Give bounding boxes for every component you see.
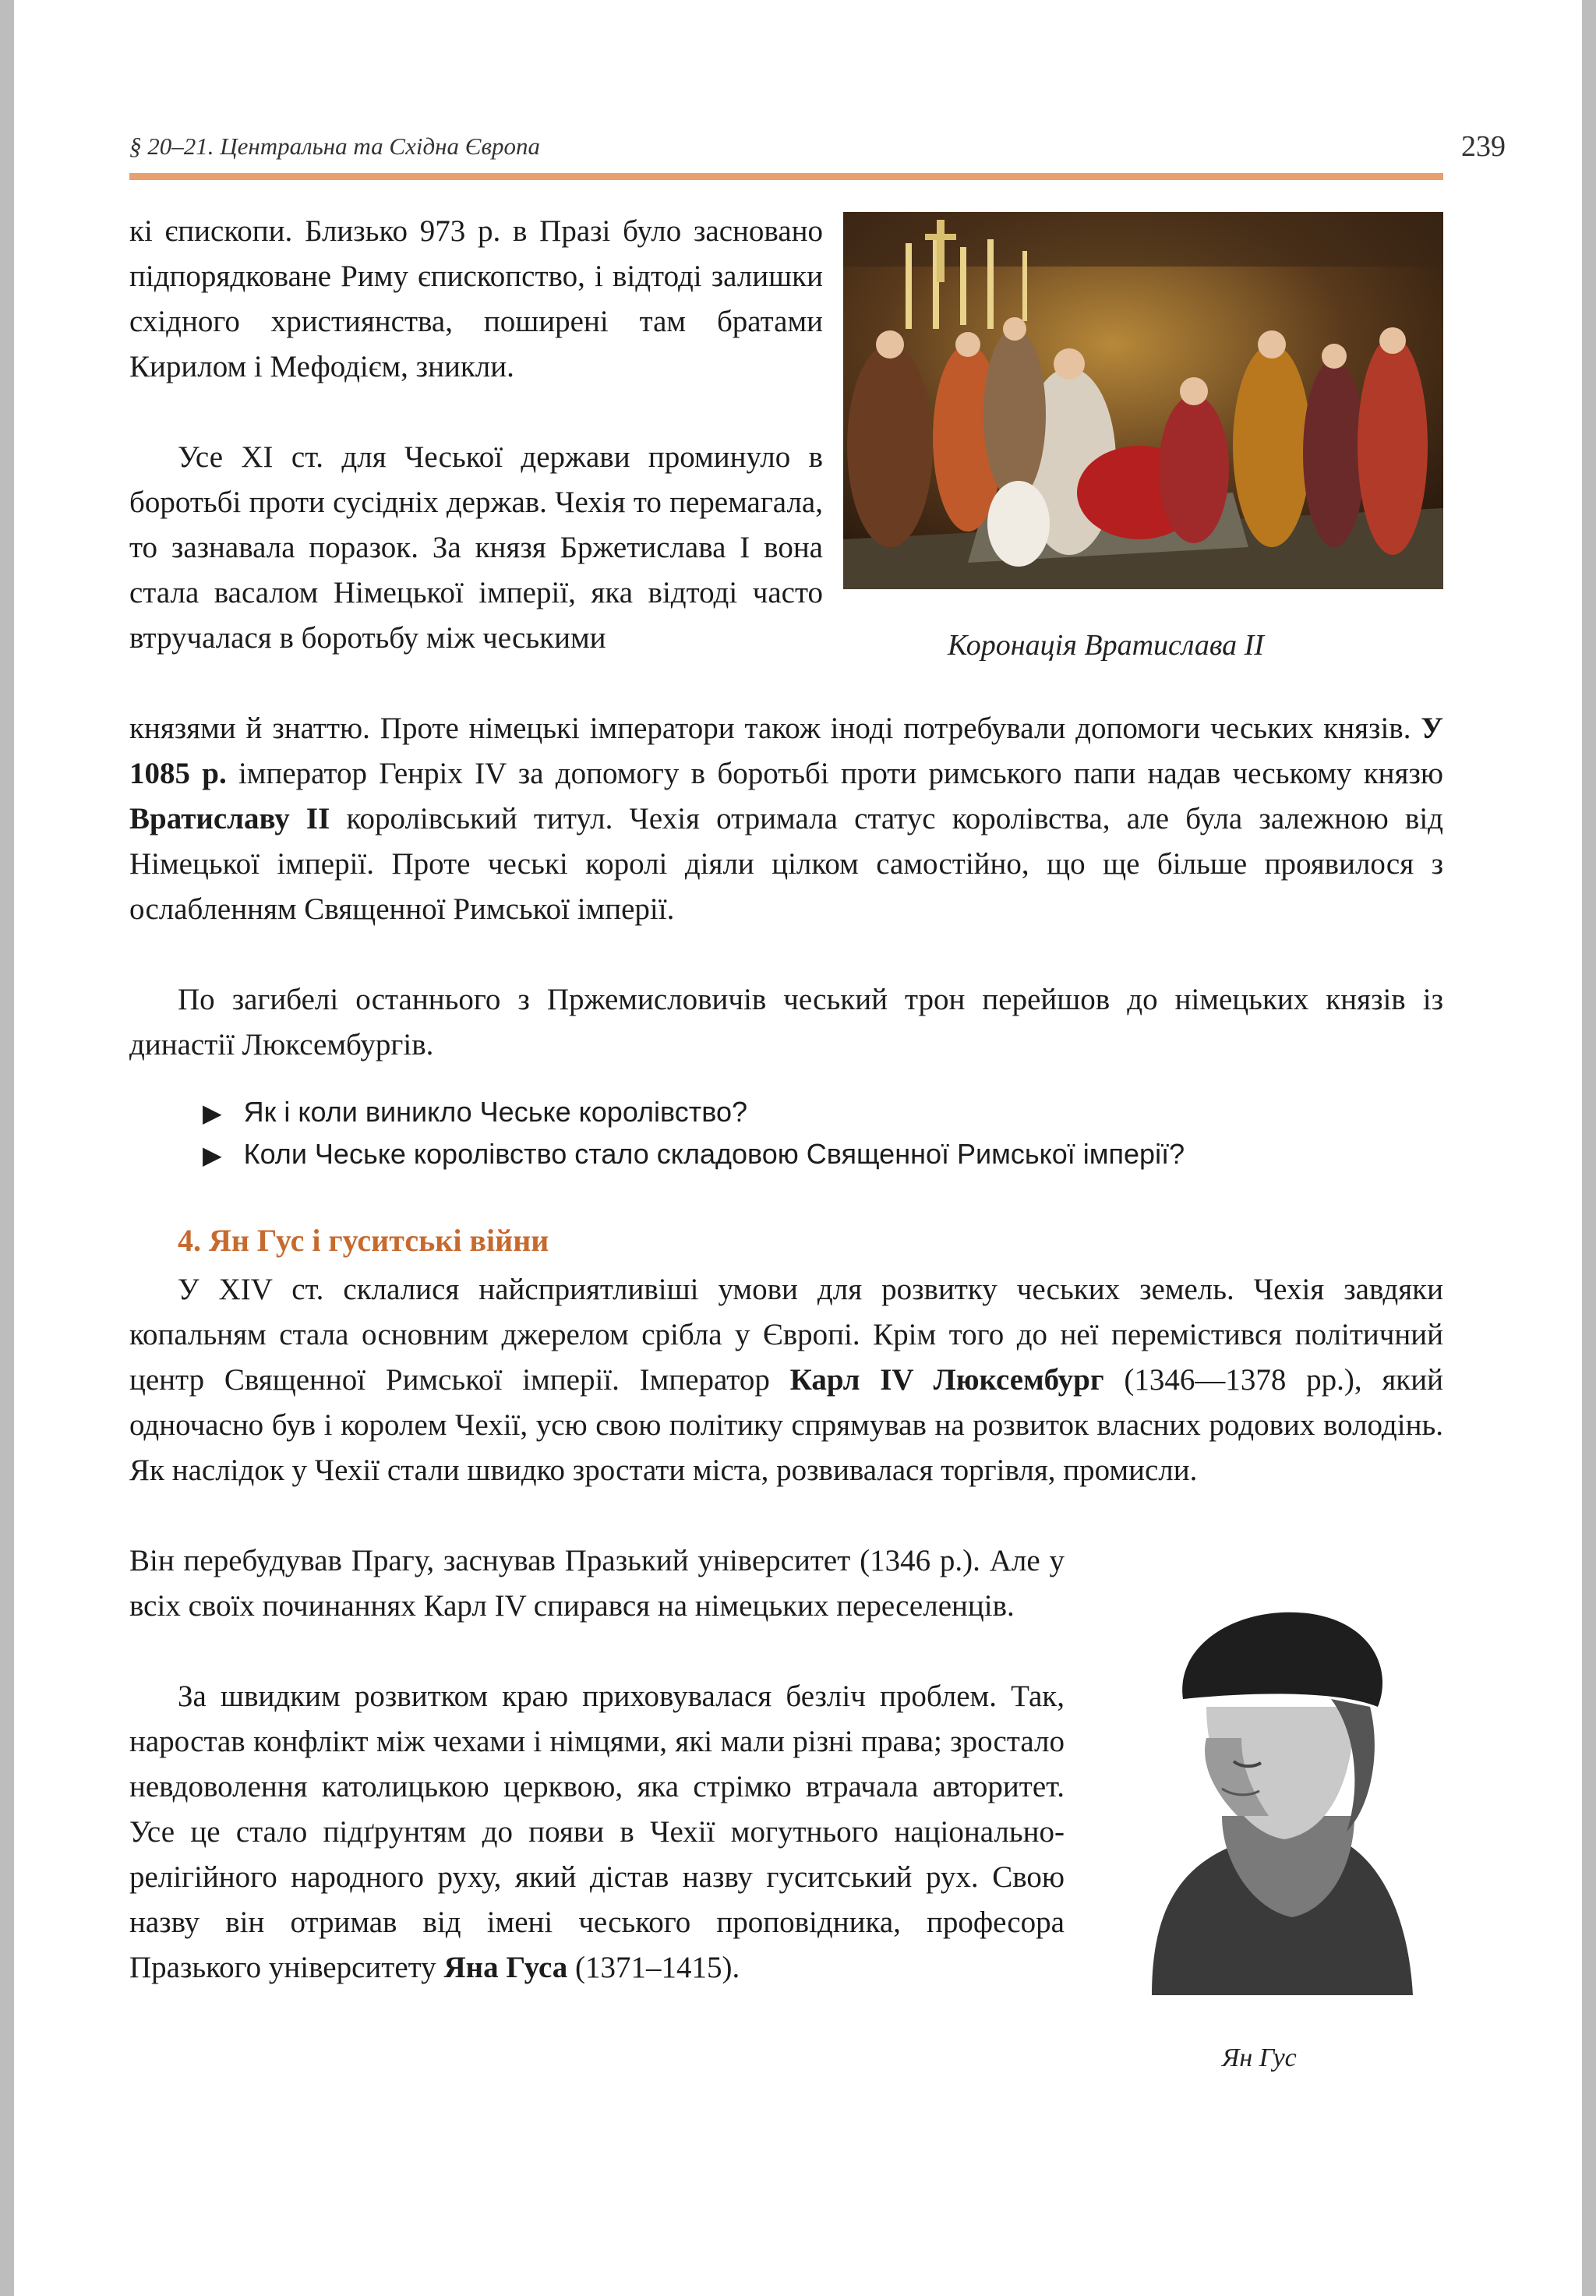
paragraph-2b-part-1: князями й знаттю. Проте німецькі імператори також іноді потребували допомоги чеських князів. <box>129 712 1411 745</box>
question-2 <box>203 1138 1185 1171</box>
paragraph-2b-part-2: імператор Генріх IV за допомогу в боротьбі проти римського папи надав чеському князю <box>238 757 1443 790</box>
paragraph-2a: Усе XI ст. для Чеської держави проминуло в боротьбі проти сусідніх держав. Чехія то перемагала, то зазнавала поразок. За князя Бржетислава І вона стала васалом Німецької імперії, яка відтоді часто втручалася в боротьбу між чеськими <box>129 440 823 655</box>
running-header: § 20–21. Центральна та Східна Європа <box>129 132 540 160</box>
triangle-bullet-icon: ▶ <box>203 1141 222 1169</box>
jan-hus-portrait-art <box>1105 1582 1417 1995</box>
coronation-painting <box>843 212 1443 589</box>
paragraph-5-part-2: (1371–1415). <box>575 1951 740 1984</box>
triangle-bullet-icon: ▶ <box>203 1099 222 1127</box>
paragraph-4 <box>129 1267 1443 1493</box>
paragraph-5 <box>129 1674 1065 1990</box>
textbook-page <box>14 0 1582 2296</box>
paragraph-2b-part-3: королівський титул. Чехія отримала статус королівства, але була залежною від Німецької імперії. Проте чеські королі діяли цілком самостійно, що ще більше проявилося з ослабленням Священної Римської імперії. <box>129 802 1443 926</box>
page-number: 239 <box>1461 130 1506 163</box>
paragraph-4-part-2: (1346—1378 рр.), який одночасно був і королем Чехії, усю свою політику спрямував на розвиток власних родових володінь. Як наслідок у Чехії стали швидко зростати міста, розвивалася торгівля, промисли. <box>129 1363 1443 1487</box>
name-jan-hus: Яна Гуса <box>443 1951 568 1984</box>
paragraph-2b <box>129 706 1443 932</box>
coronation-painting-art <box>843 212 1443 589</box>
question-2-text: Коли Чеське королівство стало складовою Священної Римської імперії? <box>243 1138 1185 1170</box>
name-vratyslav: Вратиславу II <box>129 802 330 835</box>
question-1-text: Як і коли виникло Чеське королівство? <box>243 1096 748 1128</box>
paragraph-4b: Він перебудував Прагу, заснував Празький університет (1346 р.). Але у всіх своїх починаннях Карл IV спирався на німецьких переселенців. <box>129 1544 1065 1623</box>
name-charles-iv: Карл IV Люксембург <box>789 1363 1104 1397</box>
paragraph-3: По загибелі останнього з Пржемисловичів чеський трон перейшов до німецьких князів із династії Люксембургів. <box>129 983 1443 1061</box>
year-1085: У 1085 р. <box>129 712 1443 790</box>
coronation-caption: Коронація Вратислава II <box>948 629 1264 662</box>
question-1 <box>203 1096 747 1129</box>
jan-hus-portrait <box>1105 1582 1417 1995</box>
paragraph-4-part-1: У XIV ст. склалися найсприятливіші умови для розвитку чеських земель. Чехія завдяки копальням стала основним джерелом срібла у Європі. Крім того до неї перемістився політичний центр Священної Римської імперії. Імператор <box>129 1273 1443 1397</box>
section-title: 4. Ян Гус і гуситські війни <box>178 1223 549 1258</box>
jan-hus-caption: Ян Гус <box>1222 2043 1297 2072</box>
header-rule <box>129 173 1443 180</box>
paragraph-5-part-1: За швидким розвитком краю приховувалася безліч проблем. Так, наростав конфлікт між чехами і німцями, які мали різні права; зростало невдоволення католицькою церквою, яка стрімко втрачала авторитет. Усе це стало підґрунтям до появи в Чехії могутнього національно-релігійного народного руху, який дістав назву гуситський рух. Свою назву він отримав від імені чеського проповідника, професора Празького університету <box>129 1680 1065 1984</box>
paragraph-1: кі єпископи. Близько 973 р. в Празі було засновано підпорядковане Риму єпископство, і відтоді залишки східного християнства, поширені там братами Кирилом і Мефодієм, зникли. <box>129 214 823 383</box>
